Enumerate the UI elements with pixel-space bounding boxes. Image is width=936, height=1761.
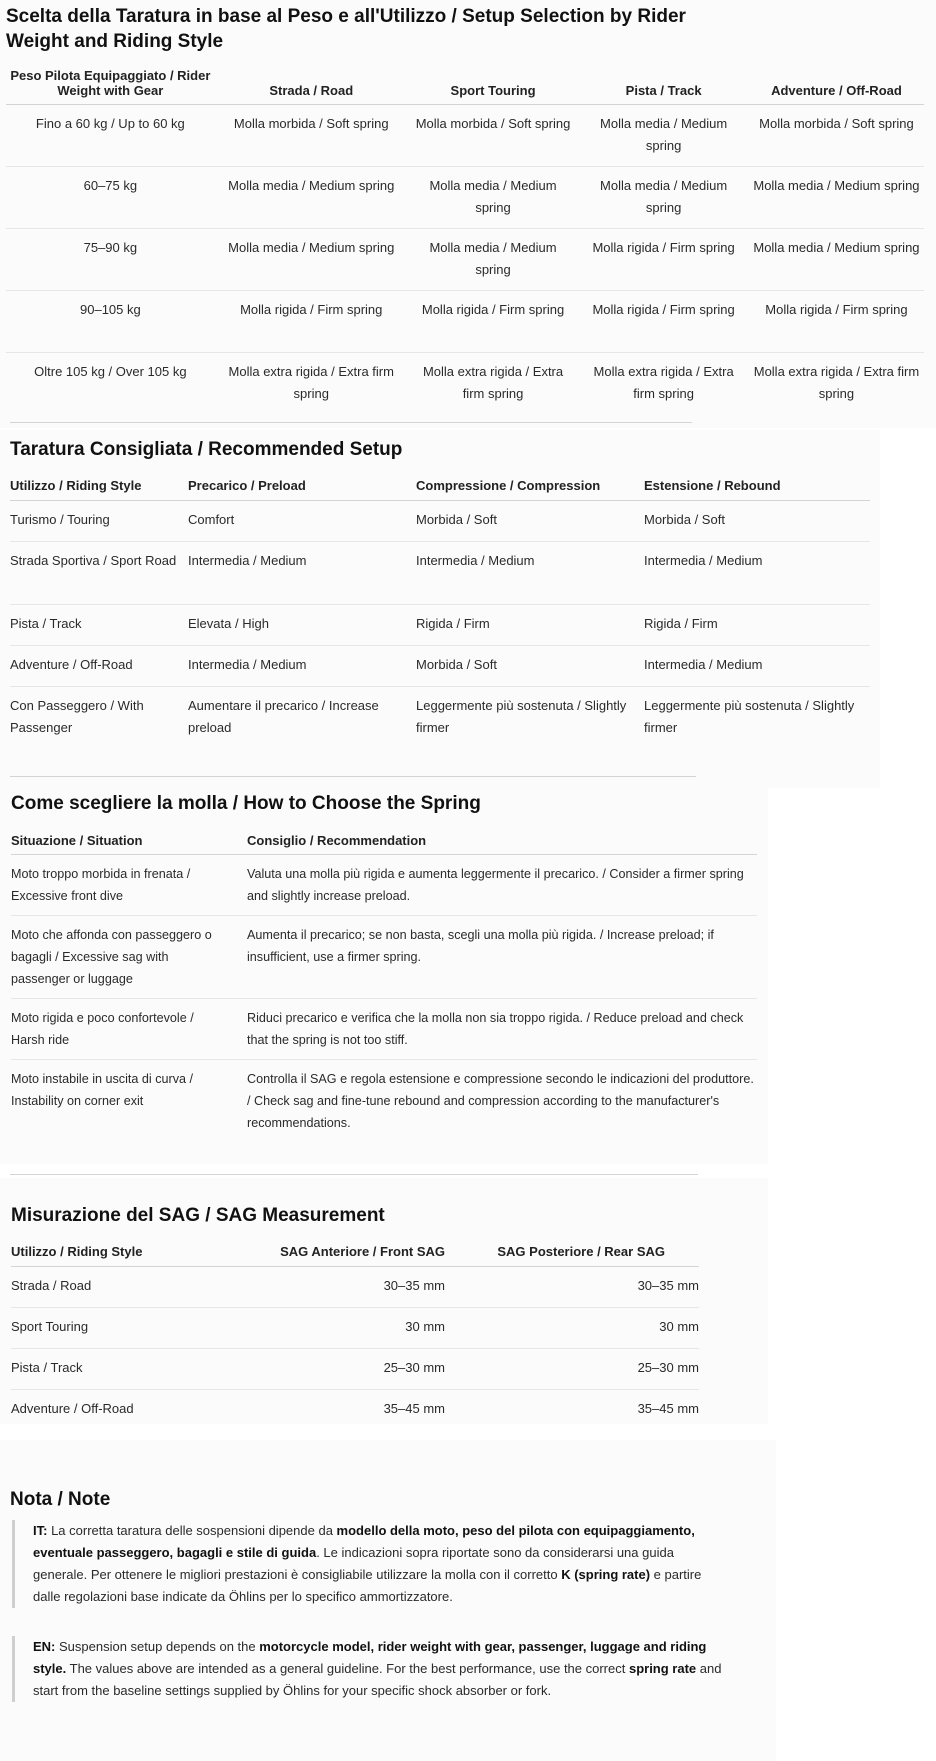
column-header: SAG Anteriore / Front SAG [231,1236,445,1267]
table-row [11,999,757,1060]
section-divider [10,1174,698,1175]
table-cell: Turismo / Touring [10,501,188,542]
table-row [6,105,924,167]
table-row [11,1308,699,1349]
table-cell: Molla media / Medium spring [578,105,749,167]
table-cell: Intermedia / Medium [416,542,644,605]
table-cell: Intermedia / Medium [644,646,870,687]
table-cell: Leggermente più sostenuta / Slightly firmer [644,698,855,735]
note-section [0,1440,776,1761]
table-row [11,1390,699,1431]
table-cell: Strada / Road [11,1267,231,1308]
spring-choice-table [11,826,757,1142]
table-cell: Con Passeggero / With Passenger [10,698,144,735]
table-cell: Moto rigida e poco confortevole / Harsh ride [11,999,247,1060]
note-title: Nota / Note [10,1489,111,1510]
table-cell: 60–75 kg [6,167,215,229]
table-cell: Molla media / Medium spring [215,229,408,291]
column-header: Situazione / Situation [11,826,247,855]
table-cell: Morbida / Soft [416,501,644,542]
column-header: Precarico / Preload [188,470,416,501]
sag-section [0,1178,768,1424]
table-row [10,646,870,687]
column-header: Utilizzo / Riding Style [11,1236,231,1267]
table-cell: Molla media / Medium spring [749,229,924,291]
table-cell: Moto troppo morbida in frenata / Excessive front dive [11,855,247,916]
table-cell: Comfort [188,501,416,542]
table-cell: Fino a 60 kg / Up to 60 kg [6,105,215,167]
table-cell: 30–35 mm [445,1267,699,1308]
sag-title: Misurazione del SAG / SAG Measurement [11,1205,385,1226]
note-text: Suspension setup depends on the [55,1639,260,1654]
table-row [10,687,870,750]
table-cell: Molla extra rigida / Extra firm spring [593,364,734,401]
note-bold-text: K (spring rate) [561,1567,651,1582]
table-cell: Molla media / Medium spring [578,167,749,229]
table-cell: Rigida / Firm [644,605,870,646]
column-header: Consiglio / Recommendation [247,826,757,855]
table-header-row [10,470,870,501]
table-cell: Molla morbida / Soft spring [215,105,408,167]
table-row [6,229,924,291]
table-cell: Oltre 105 kg / Over 105 kg [34,364,187,379]
table-cell: 35–45 mm [637,1401,699,1416]
table-cell: Molla extra rigida / Extra firm spring [753,364,920,401]
column-header: Utilizzo / Riding Style [10,470,188,501]
table-header-row [11,1236,699,1267]
table-row [10,501,870,542]
note-bold-text: modello della moto, peso del pilota con equipaggiamento, eventuale passeggero, bagagli e stile di guida [33,1523,695,1560]
table-cell: Molla media / Medium spring [749,167,924,229]
section-divider [10,776,696,777]
table-row [10,605,870,646]
note-english [12,1636,723,1702]
table-cell: Moto instabile in uscita di curva / Instability on corner exit [11,1072,193,1108]
column-header: SAG Posteriore / Rear SAG [445,1236,699,1267]
table-cell: 35–45 mm [383,1401,445,1416]
note-bold-text: motorcycle model, rider weight with gear, passenger, luggage and riding style. [33,1639,707,1676]
column-header: Peso Pilota Equipaggiato / Rider Weight with Gear [6,60,215,105]
table-row [11,855,757,916]
table-cell: Riduci precarico e verifica che la molla non sia troppo rigida. / Reduce preload and check that the spring is not too stiff. [247,999,757,1060]
table-cell: Valuta una molla più rigida e aumenta leggermente il precarico. / Consider a firmer spring and slightly increase preload. [247,855,757,916]
table-cell: Molla rigida / Firm spring [578,291,749,353]
note-bold-text: spring rate [628,1661,697,1676]
note-text: e partire dalle regolazioni base indicate da Öhlins per lo specifico ammortizzatore. [33,1567,702,1604]
table-cell: 30 mm [231,1308,445,1349]
table-cell: Molla morbida / Soft spring [749,105,924,167]
table-cell: Leggermente più sostenuta / Slightly firmer [416,698,627,735]
table-cell: Molla media / Medium spring [408,229,579,291]
table-cell: 25–30 mm [445,1349,699,1390]
table-row [11,1349,699,1390]
table-cell: Pista / Track [10,605,188,646]
table-row [6,353,924,415]
table-cell: Molla morbida / Soft spring [408,105,579,167]
table-row [6,291,924,353]
table-row [11,1060,757,1143]
table-cell: Molla extra rigida / Extra firm spring [228,364,394,401]
spring-choice-title: Come scegliere la molla / How to Choose the Spring [11,793,481,814]
note-text: and start from the baseline settings supplied by Öhlins for your specific shock absorber or fork. [33,1661,722,1698]
table-cell: 30 mm [445,1308,699,1349]
table-cell: Morbida / Soft [416,646,644,687]
sag-table [11,1236,699,1430]
weight-setup-section [0,0,936,428]
note-italian [12,1520,723,1608]
note-text: . Le indicazioni sopra riportate sono da considerarsi una guida generale. Per ottenere le migliori prestazioni è consigliabile utilizzare la molla con il corretto [33,1545,674,1582]
weight-setup-table [6,60,924,415]
table-cell: Molla rigida / Firm spring [749,291,924,353]
table-cell: Pista / Track [11,1349,231,1390]
table-cell: Molla extra rigida / Extra firm spring [422,364,564,401]
table-cell: Molla rigida / Firm spring [578,229,749,291]
column-header: Strada / Road [215,60,408,105]
section-divider [10,422,692,423]
table-cell: Strada Sportiva / Sport Road [10,542,188,605]
table-cell: Intermedia / Medium [644,542,870,605]
table-cell: Moto che affonda con passeggero o bagagli / Excessive sag with passenger or luggage [11,916,247,999]
note-text: The values above are intended as a general guideline. For the best performance, use the correct [66,1661,629,1676]
table-cell: Adventure / Off-Road [11,1401,134,1416]
recommended-setup-table [10,470,870,749]
note-lang-label: IT: [33,1523,48,1538]
table-cell: 25–30 mm [231,1349,445,1390]
table-cell: Aumentare il precarico / Increase preload [188,698,379,735]
table-row [11,916,757,999]
note-lang-label: EN: [33,1639,56,1654]
table-row [6,167,924,229]
recommended-setup-title: Taratura Consigliata / Recommended Setup [10,439,403,460]
spring-choice-section [0,782,768,1164]
table-cell: Molla media / Medium spring [408,167,579,229]
table-cell: Elevata / High [188,605,416,646]
note-text: La corretta taratura delle sospensioni dipende da [47,1523,337,1538]
table-cell: 90–105 kg [6,291,215,353]
column-header: Estensione / Rebound [644,470,870,501]
column-header: Compressione / Compression [416,470,644,501]
column-header: Sport Touring [408,60,579,105]
table-header-row [11,826,757,855]
table-cell: 75–90 kg [6,229,215,291]
table-row [11,1267,699,1308]
table-cell: Molla rigida / Firm spring [408,291,579,353]
table-cell: Sport Touring [11,1308,231,1349]
table-row [10,542,870,605]
table-cell: Intermedia / Medium [188,542,416,605]
weight-setup-title: Scelta della Taratura in base al Peso e all'Utilizzo / Setup Selection by Rider Weight and Riding Style [6,6,686,52]
column-header: Adventure / Off-Road [749,60,924,105]
table-cell: Intermedia / Medium [188,646,416,687]
table-cell: Controlla il SAG e regola estensione e compressione secondo le indicazioni del produttore. / Check sag and fine-tune rebound and compression according to the manufacturer's recommendations. [247,1072,754,1130]
table-cell: Aumenta il precarico; se non basta, scegli una molla più rigida. / Increase preload; if insufficient, use a firmer spring. [247,916,757,999]
table-cell: Rigida / Firm [416,605,644,646]
table-header-row [6,60,924,105]
table-cell: Molla media / Medium spring [215,167,408,229]
table-cell: Adventure / Off-Road [10,646,188,687]
column-header: Pista / Track [578,60,749,105]
table-cell: Molla rigida / Firm spring [215,291,408,353]
table-cell: 30–35 mm [231,1267,445,1308]
recommended-setup-section [0,430,880,788]
table-cell: Morbida / Soft [644,501,870,542]
